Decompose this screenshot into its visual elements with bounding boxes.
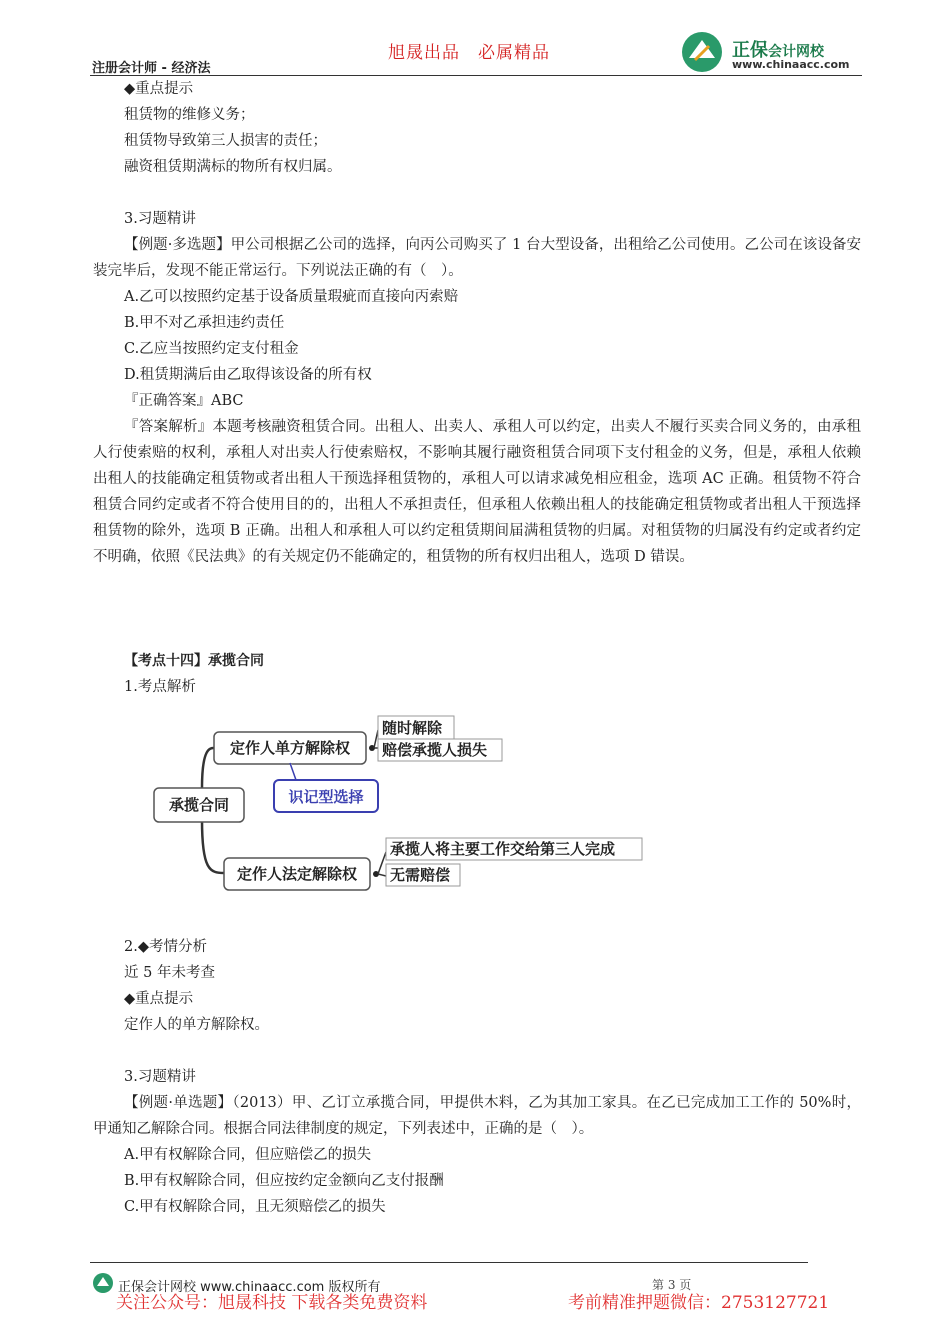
explanation: 『答案解析』本题考核融资租赁合同。出租人、出卖人、承租人可以约定，出卖人不履行买卖合同义务的，由承租人行使索赔的权利，承租人对出卖人行使索赔权，不影响其履行融资租赁合同项下支付租金的义务，但是，承租人依赖出租人的技能确定租赁物或者出租人干预选择租赁物的，承租人可以请求减免相应租金，选项 AC 正确。租赁物不符合租赁合同约定或者不符合使用目的的，出租人不承担责任，但承租人依赖出租人的技能确定租赁物或者出租人干预选择租赁物的除外，选项 B 正确。出租人和承租人可以约定租赁期间届满租赁物的归属。对租赁物的归属没有约定或者约定不明确，依照《民法典》的有关规定仍不能确定的，租赁物的所有权归出租人，选项 D 错误。	[93, 419, 861, 565]
option-d: D.租赁期满后由乙取得该设备的所有权	[124, 367, 372, 383]
page-number: 第 3 页	[652, 1278, 692, 1292]
option-a: A.乙可以按照约定基于设备质量瑕疵而直接向丙索赔	[124, 289, 459, 305]
header-divider	[90, 75, 862, 76]
option-a: A.甲有权解除合同，但应赔偿乙的损失	[124, 1147, 372, 1163]
analysis-heading: 1.考点解析	[124, 679, 196, 695]
option-c: C.乙应当按照约定支付租金	[124, 341, 299, 357]
branch1-label: 定作人单方解除权	[229, 739, 351, 757]
answer: 『正确答案』ABC	[124, 393, 244, 409]
question-text: 【例题·多选题】甲公司根据乙公司的选择，向丙公司购买了 1 台大型设备，出租给乙公司使用。乙公司在该设备安装完毕后，发现不能正常运行。下列说法正确的有（ ）。	[93, 237, 861, 279]
option-b: B.甲不对乙承担违约责任	[124, 315, 285, 331]
logo-name: 正保	[732, 40, 768, 61]
logo-url: www.chinaacc.com	[732, 58, 850, 71]
header-slogan: 旭晟出品 必属精品	[388, 43, 550, 63]
branch1-item: 赔偿承揽人损失	[382, 741, 488, 759]
key-tip-heading: ◆重点提示	[124, 991, 194, 1007]
exercise-heading: 3.习题精讲	[124, 1069, 196, 1085]
tip-item: 融资租赁期满标的物所有权归属。	[124, 159, 342, 175]
root-label: 承揽合同	[168, 796, 230, 814]
branch2-label: 定作人法定解除权	[236, 865, 358, 883]
footer-divider	[90, 1262, 808, 1263]
situation-heading: 2.◆考情分析	[124, 939, 207, 955]
connector-lower	[202, 820, 224, 873]
tip-item: 租赁物的维修义务；	[124, 107, 255, 123]
mind-map-diagram	[150, 708, 650, 898]
situation-text: 近 5 年未考查	[124, 965, 215, 981]
logo-sub: 会计网校	[768, 44, 824, 60]
tip-item: 定作人的单方解除权。	[124, 1017, 269, 1033]
promo-contact: 考前精准押题微信：2753127721	[568, 1293, 830, 1313]
option-c: C.甲有权解除合同，且无须赔偿乙的损失	[124, 1199, 386, 1215]
option-b: B.甲有权解除合同，但应按约定金额向乙支付报酬	[124, 1173, 444, 1189]
exercise-heading: 3.习题精讲	[124, 211, 196, 227]
footer-logo-icon	[92, 1272, 114, 1294]
branch1-item: 随时解除	[382, 719, 443, 737]
key-tip-heading: ◆重点提示	[124, 81, 194, 97]
callout-label: 识记型选择	[288, 788, 364, 806]
branch2-item: 无需赔偿	[390, 866, 451, 884]
promo-wechat-account: 关注公众号：旭晟科技 下载各类免费资料	[116, 1293, 428, 1313]
tip-item: 租赁物导致第三人损害的责任；	[124, 133, 327, 149]
connector-upper	[202, 748, 214, 788]
question-text: 【例题·单选题】（2013）甲、乙订立承揽合同，甲提供木料，乙为其加工家具。在乙已完成加工工作的 50%时，甲通知乙解除合同。根据合同法律制度的规定，下列表述中，正确的是（ ）。	[93, 1095, 861, 1137]
header-subject: 注册会计师 - 经济法	[92, 61, 211, 76]
section-title: 【考点十四】承揽合同	[124, 653, 264, 669]
branch2-item: 承揽人将主要工作交给第三人完成	[390, 840, 616, 858]
footer-copyright: 正保会计网校 www.chinaacc.com 版权所有	[118, 1280, 381, 1295]
